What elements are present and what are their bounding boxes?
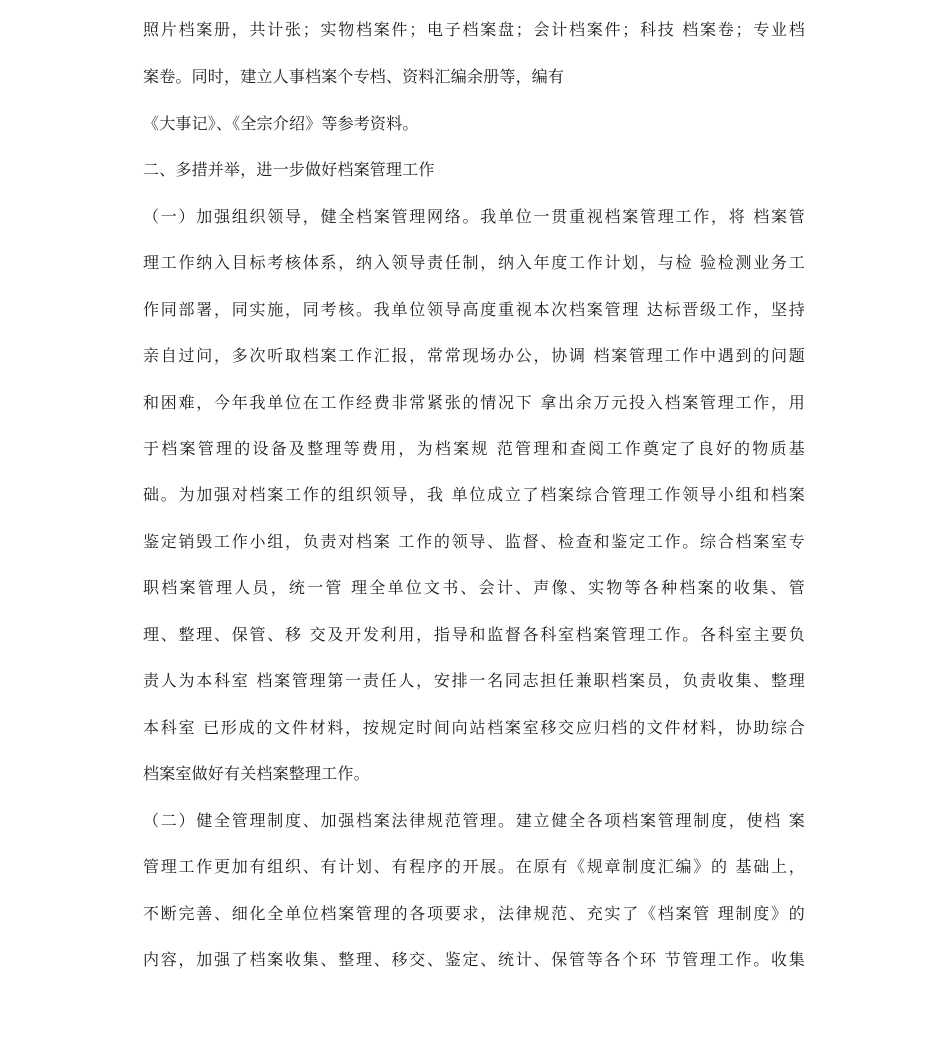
text-line: 亲自过问，多次听取档案工作汇报，常常现场办公，协调 档案管理工作中遇到的问题 [143, 346, 805, 365]
text-line: 础。为加强对档案工作的组织领导，我 单位成立了档案综合管理工作领导小组和档案 [143, 485, 805, 504]
text-line: 管理工作更加有组织、有计划、有程序的开展。在原有《规章制度汇编》的 基础上， [143, 857, 805, 876]
text-line: 和困难，今年我单位在工作经费非常紧张的情况下 拿出余万元投入档案管理工作，用 [143, 393, 805, 412]
text-line: 《大事记》、《全宗介绍》等参考资料。 [143, 114, 419, 133]
text-line: 本科室 已形成的文件材料，按规定时间向站档案室移交应归档的文件材料，协助综合 [143, 718, 805, 737]
text-line: 理工作纳入目标考核体系，纳入领导责任制，纳入年度工作计划，与检 验检测业务工 [143, 253, 805, 272]
text-line: 内容，加强了档案收集、整理、移交、鉴定、统计、保管等各个环 节管理工作。收集 [143, 950, 805, 969]
text-line: 责人为本科室 档案管理第一责任人，安排一名同志担任兼职档案员，负责收集、整理 [143, 671, 805, 690]
text-line: 不断完善、细化全单位档案管理的各项要求，法律规范、充实了《档案管 理制度》的 [143, 904, 805, 923]
text-line: 理、整理、保管、移 交及开发利用，指导和监督各科室档案管理工作。各科室主要负 [143, 625, 805, 644]
text-line: 照片档案册，共计张；实物档案件；电子档案盘；会计档案件；科技 档案卷；专业档 [143, 20, 805, 39]
text-line: （二）健全管理制度、加强档案法律规范管理。建立健全各项档案管理制度，使档 案 [143, 811, 805, 830]
text-line: 档案室做好有关档案整理工作。 [143, 764, 370, 783]
text-line: 作同部署，同实施，同考核。我单位领导高度重视本次档案管理 达标晋级工作，坚持 [143, 300, 805, 319]
text-line: 职档案管理人员，统一管 理全单位文书、会计、声像、实物等各种档案的收集、管 [143, 578, 805, 597]
section-heading: 二、多措并举，进一步做好档案管理工作 [143, 160, 435, 179]
text-line: 鉴定销毁工作小组，负责对档案 工作的领导、监督、检查和鉴定工作。综合档案室专 [143, 532, 805, 551]
text-line: （一）加强组织领导，健全档案管理网络。我单位一贯重视档案管理工作，将 档案管 [143, 207, 805, 226]
text-line: 于档案管理的设备及整理等费用，为档案规 范管理和查阅工作奠定了良好的物质基 [143, 439, 805, 458]
text-line: 案卷。同时，建立人事档案个专档、资料汇编余册等，编有 [143, 67, 565, 86]
